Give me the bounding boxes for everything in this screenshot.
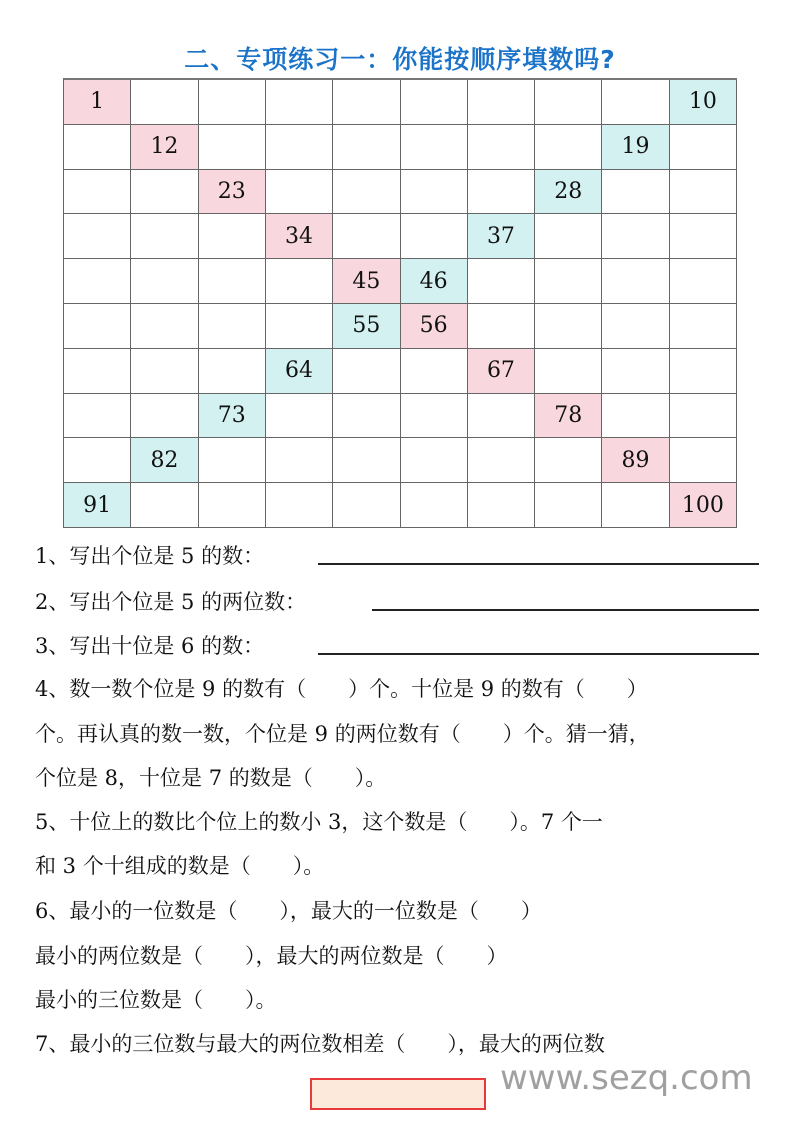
grid-cell-given: 67: [468, 349, 535, 394]
grid-cell-blank[interactable]: [64, 259, 131, 304]
question-6-line-1: 6、最小的一位数是（ ），最大的一位数是（ ）: [35, 899, 542, 923]
grid-cell-blank[interactable]: [535, 438, 602, 483]
grid-cell-blank[interactable]: [535, 80, 602, 125]
grid-cell-blank[interactable]: [199, 438, 266, 483]
grid-cell-blank[interactable]: [64, 394, 131, 439]
grid-cell-blank[interactable]: [131, 483, 198, 528]
grid-cell-blank[interactable]: [333, 349, 400, 394]
grid-cell-blank[interactable]: [333, 125, 400, 170]
grid-cell-given: 19: [602, 125, 669, 170]
question-5-line-1: 5、十位上的数比个位上的数小 3，这个数是（ ）。7 个一: [35, 810, 603, 834]
page-title: 二、专项练习一：你能按顺序填数吗?: [184, 45, 616, 74]
grid-cell-blank[interactable]: [535, 304, 602, 349]
question-1: 1、写出个位是 5 的数：: [35, 544, 265, 568]
answer-line-3[interactable]: [318, 653, 759, 655]
grid-cell-blank[interactable]: [468, 483, 535, 528]
grid-cell-blank[interactable]: [131, 170, 198, 215]
question-4-line-3: 个位是 8，十位是 7 的数是（ ）。: [35, 766, 387, 790]
grid-cell-blank[interactable]: [131, 349, 198, 394]
grid-cell-blank[interactable]: [131, 304, 198, 349]
grid-cell-blank[interactable]: [468, 304, 535, 349]
grid-cell-blank[interactable]: [468, 394, 535, 439]
grid-cell-blank[interactable]: [199, 483, 266, 528]
question-5-line-2: 和 3 个十组成的数是（ ）。: [35, 854, 325, 878]
grid-cell-blank[interactable]: [266, 170, 333, 215]
number-grid: [63, 78, 737, 528]
grid-cell-blank[interactable]: [199, 304, 266, 349]
grid-cell-blank[interactable]: [401, 394, 468, 439]
grid-cell-blank[interactable]: [670, 259, 737, 304]
watermark: www.sezq.com: [500, 1058, 753, 1098]
grid-cell-blank[interactable]: [670, 125, 737, 170]
grid-cell-given: 46: [401, 259, 468, 304]
grid-cell-blank[interactable]: [401, 349, 468, 394]
grid-cell-blank[interactable]: [64, 214, 131, 259]
grid-cell-blank[interactable]: [199, 349, 266, 394]
grid-cell-blank[interactable]: [401, 438, 468, 483]
grid-cell-blank[interactable]: [670, 394, 737, 439]
grid-cell-blank[interactable]: [401, 214, 468, 259]
grid-cell-blank[interactable]: [468, 438, 535, 483]
grid-cell-blank[interactable]: [199, 80, 266, 125]
question-4-line-1: 4、数一数个位是 9 的数有（ ）个。十位是 9 的数有（ ）: [35, 677, 648, 701]
grid-cell-blank[interactable]: [266, 259, 333, 304]
grid-cell-blank[interactable]: [602, 349, 669, 394]
grid-cell-blank[interactable]: [266, 394, 333, 439]
grid-cell-given: 34: [266, 214, 333, 259]
grid-cell-blank[interactable]: [468, 125, 535, 170]
grid-cell-blank[interactable]: [266, 125, 333, 170]
grid-cell-blank[interactable]: [266, 483, 333, 528]
grid-cell-blank[interactable]: [199, 125, 266, 170]
grid-cell-blank[interactable]: [266, 438, 333, 483]
grid-cell-blank[interactable]: [199, 214, 266, 259]
grid-cell-blank[interactable]: [333, 214, 400, 259]
grid-cell-blank[interactable]: [670, 214, 737, 259]
grid-cell-blank[interactable]: [602, 483, 669, 528]
grid-cell-blank[interactable]: [468, 80, 535, 125]
footer-box: [310, 1078, 486, 1110]
grid-cell-blank[interactable]: [131, 394, 198, 439]
grid-cell-blank[interactable]: [535, 483, 602, 528]
grid-cell-blank[interactable]: [602, 394, 669, 439]
answer-line-2[interactable]: [372, 609, 759, 611]
grid-cell-blank[interactable]: [64, 349, 131, 394]
grid-cell-blank[interactable]: [670, 438, 737, 483]
grid-cell-given: 12: [131, 125, 198, 170]
grid-cell-given: 100: [670, 483, 737, 528]
question-6-line-3: 最小的三位数是（ ）。: [35, 988, 277, 1012]
grid-cell-blank[interactable]: [468, 170, 535, 215]
grid-cell-blank[interactable]: [333, 483, 400, 528]
grid-cell-blank[interactable]: [670, 304, 737, 349]
grid-cell-blank[interactable]: [333, 80, 400, 125]
grid-cell-given: 64: [266, 349, 333, 394]
grid-cell-blank[interactable]: [670, 170, 737, 215]
question-4-line-2: 个。再认真的数一数，个位是 9 的两位数有（ ）个。猜一猜，: [35, 722, 650, 746]
grid-cell-blank[interactable]: [333, 394, 400, 439]
grid-cell-given: 91: [64, 483, 131, 528]
grid-cell-blank[interactable]: [131, 214, 198, 259]
grid-cell-given: 1: [64, 80, 131, 125]
grid-cell-blank[interactable]: [64, 125, 131, 170]
grid-cell-blank[interactable]: [401, 80, 468, 125]
grid-cell-given: 10: [670, 80, 737, 125]
grid-cell-blank[interactable]: [602, 214, 669, 259]
grid-cell-blank[interactable]: [64, 438, 131, 483]
grid-cell-blank[interactable]: [401, 170, 468, 215]
grid-cell-given: 28: [535, 170, 602, 215]
grid-cell-given: 45: [333, 259, 400, 304]
grid-cell-given: 89: [602, 438, 669, 483]
grid-cell-blank[interactable]: [602, 259, 669, 304]
grid-cell-given: 56: [401, 304, 468, 349]
grid-cell-blank[interactable]: [535, 125, 602, 170]
grid-cell-blank[interactable]: [333, 170, 400, 215]
grid-cell-given: 78: [535, 394, 602, 439]
grid-cell-blank[interactable]: [535, 214, 602, 259]
answer-line-1[interactable]: [318, 563, 759, 565]
question-7-line-1: 7、最小的三位数与最大的两位数相差（ ），最大的两位数: [35, 1032, 605, 1056]
grid-cell-blank[interactable]: [401, 125, 468, 170]
grid-cell-blank[interactable]: [131, 259, 198, 304]
grid-cell-given: 82: [131, 438, 198, 483]
grid-cell-blank[interactable]: [199, 259, 266, 304]
grid-cell-blank[interactable]: [602, 80, 669, 125]
grid-cell-blank[interactable]: [131, 80, 198, 125]
grid-cell-blank[interactable]: [602, 170, 669, 215]
grid-cell-blank[interactable]: [401, 483, 468, 528]
grid-cell-blank[interactable]: [602, 304, 669, 349]
question-3: 3、写出十位是 6 的数：: [35, 634, 265, 658]
grid-cell-given: 73: [199, 394, 266, 439]
grid-cell-given: 55: [333, 304, 400, 349]
grid-cell-given: 37: [468, 214, 535, 259]
grid-cell-blank[interactable]: [333, 438, 400, 483]
grid-cell-blank[interactable]: [535, 259, 602, 304]
grid-cell-blank[interactable]: [266, 304, 333, 349]
grid-cell-blank[interactable]: [266, 80, 333, 125]
grid-cell-blank[interactable]: [468, 259, 535, 304]
grid-cell-blank[interactable]: [535, 349, 602, 394]
grid-cell-blank[interactable]: [670, 349, 737, 394]
grid-cell-blank[interactable]: [64, 170, 131, 215]
question-2: 2、写出个位是 5 的两位数：: [35, 590, 307, 614]
question-6-line-2: 最小的两位数是（ ），最大的两位数是（ ）: [35, 944, 508, 968]
grid-cell-given: 23: [199, 170, 266, 215]
grid-cell-blank[interactable]: [64, 304, 131, 349]
